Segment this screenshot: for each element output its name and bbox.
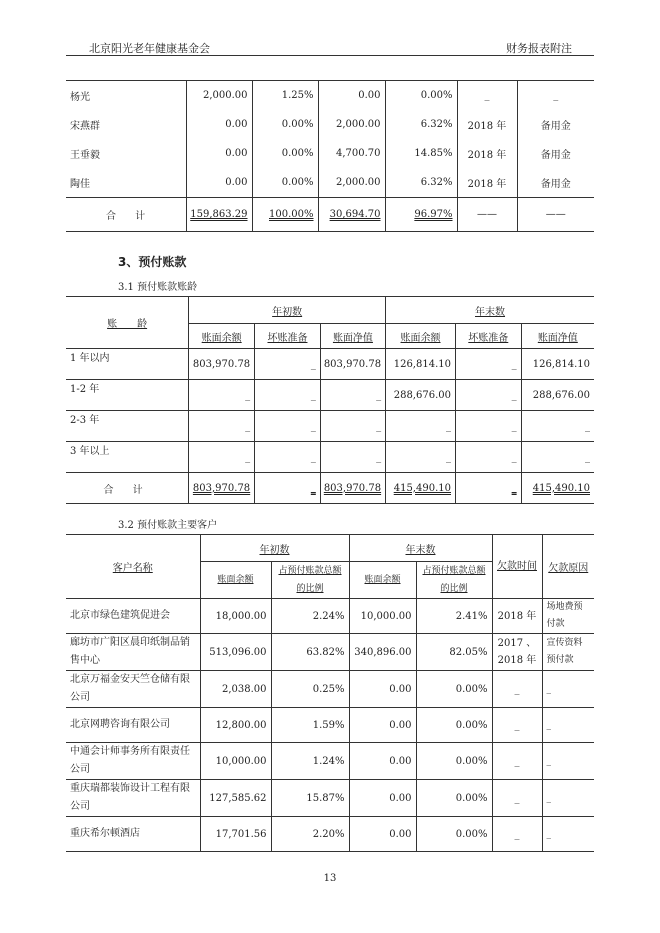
total-cell-text: 803,970.78 (192, 482, 251, 494)
cell: 0.00% (416, 671, 492, 708)
cell: 重庆希尔顿酒店 (66, 817, 200, 852)
cell: 4,700.70 (318, 139, 385, 168)
cell: _ (320, 380, 385, 411)
table-row (66, 634, 594, 671)
sub-col-header-text: 账面净值 (537, 332, 578, 344)
table-row (66, 780, 594, 817)
sub-col-header-text: 账面余额 (400, 332, 441, 344)
cell: 廊坊市广阳区晨印纸制品销售中心 (66, 634, 200, 671)
total-cell (318, 198, 385, 232)
cell: 126,814.10 (521, 349, 594, 380)
table-row (66, 168, 594, 198)
group-begin-header: 年初数 (189, 297, 386, 324)
cell: _ (492, 671, 542, 708)
cell: 0.25% (271, 671, 349, 708)
sub-col-header-text: 账面余额 (201, 332, 242, 344)
table-row (66, 708, 594, 743)
cell: _ (189, 442, 255, 473)
cell: 宣传资料预付款 (542, 634, 594, 671)
total-cell-text: 415,490.10 (532, 482, 590, 494)
total-cell (186, 198, 252, 232)
prepayment-aging-table (66, 296, 594, 504)
cell: _ (492, 743, 542, 780)
cell: _ (320, 442, 385, 473)
cell: 3 年以上 (66, 442, 189, 473)
sub-col-header (200, 562, 271, 599)
cell: _ (492, 817, 542, 852)
table-row (66, 349, 594, 380)
cell: _ (255, 442, 321, 473)
sub-col-header-text: 账面余额 (217, 575, 254, 585)
group-begin-header: 年初数 (200, 535, 349, 562)
cell: 288,676.00 (386, 380, 456, 411)
cell: 0.00 (349, 671, 416, 708)
cell: _ (386, 411, 456, 442)
cell: 北京市绿色建筑促进会 (66, 599, 200, 634)
cell: 15.87% (271, 780, 349, 817)
table-row (66, 110, 594, 139)
total-cell (189, 473, 255, 504)
cell: 2,000.00 (318, 110, 385, 139)
cell: 0.00 (349, 817, 416, 852)
cell: 12,800.00 (200, 708, 271, 743)
total-cell (320, 473, 385, 504)
cell: _ (521, 442, 594, 473)
group-end-header: 年末数 (386, 297, 594, 324)
cell: 2,000.00 (318, 168, 385, 198)
table-row (66, 411, 594, 442)
cell: _ (542, 817, 594, 852)
cell: 2018 年 (457, 110, 517, 139)
sub-col-header (386, 324, 456, 349)
sub-col-header-text: 坏账准备 (468, 332, 509, 344)
cell: 127,585.62 (200, 780, 271, 817)
cell: 2,000.00 (186, 81, 252, 111)
cell: 1.24% (271, 743, 349, 780)
col-time-header: 欠款时间 (492, 535, 542, 599)
cell: 场地费预付款 (542, 599, 594, 634)
table-row (66, 81, 594, 111)
total-label: 合 计 (66, 473, 189, 504)
cell: 803,970.78 (189, 349, 255, 380)
table-row (66, 380, 594, 411)
total-cell (386, 473, 456, 504)
sub-col-header-text: 账面余额 (364, 575, 401, 585)
total-cell (455, 473, 521, 504)
total-cell (252, 198, 318, 232)
cell: 备用金 (517, 110, 594, 139)
cell: 6.32% (385, 168, 457, 198)
cell: 2018 年 (492, 599, 542, 634)
cell: 0.00 (349, 708, 416, 743)
cell: _ (457, 81, 517, 111)
total-cell (255, 473, 321, 504)
sub-col-header-text: 占预付账款总额的比例 (422, 566, 486, 594)
cell: 北京网聘咨询有限公司 (66, 708, 200, 743)
cell: 备用金 (517, 139, 594, 168)
subsection-aging-title: 3.1 预付账款账龄 (118, 282, 198, 293)
cell: 宋燕群 (66, 110, 186, 139)
cell: 0.00% (252, 139, 318, 168)
sub-col-header-text: 占预付账款总额的比例 (278, 566, 342, 594)
cell: 14.85% (385, 139, 457, 168)
header-divider (66, 55, 594, 56)
total-cell-text: 30,694.70 (329, 209, 381, 220)
cell: _ (386, 442, 456, 473)
cell: _ (189, 380, 255, 411)
cell: _ (455, 411, 521, 442)
cell: 0.00 (349, 780, 416, 817)
cell: 2.24% (271, 599, 349, 634)
cell: 0.00% (252, 168, 318, 198)
cell: 288,676.00 (521, 380, 594, 411)
cell: 18,000.00 (200, 599, 271, 634)
cell: 北京万福金安天竺仓储有限公司 (66, 671, 200, 708)
cell: 0.00 (186, 139, 252, 168)
cell: _ (542, 708, 594, 743)
cell: 1.59% (271, 708, 349, 743)
cell: 10,000.00 (200, 743, 271, 780)
cell: 513,096.00 (200, 634, 271, 671)
cell: 0.00 (318, 81, 385, 111)
sub-col-header (455, 324, 521, 349)
table-row (66, 599, 594, 634)
cell: 0.00% (416, 743, 492, 780)
cell: _ (255, 349, 321, 380)
sub-col-header (521, 324, 594, 349)
cell: 82.05% (416, 634, 492, 671)
cell: _ (189, 411, 255, 442)
col-aging-header: 账 龄 (66, 297, 189, 349)
cell: _ (521, 411, 594, 442)
section-title: 3、预付账款 (118, 255, 187, 269)
cell: 备用金 (517, 168, 594, 198)
cell: 17,701.56 (200, 817, 271, 852)
cell: 1 年以内 (66, 349, 189, 380)
header-org: 北京阳光老年健康基金会 (89, 42, 210, 55)
header-doc: 财务报表附注 (506, 42, 572, 55)
cell: 杨光 (66, 81, 186, 111)
cell: 0.00 (349, 743, 416, 780)
cell: 王垂毅 (66, 139, 186, 168)
total-cell-text: _ (310, 482, 316, 494)
prepayment-customers-table (66, 534, 594, 852)
cell: 2017 、2018 年 (492, 634, 542, 671)
total-cell-text: 159,863.29 (190, 209, 248, 220)
cell: 中通会计师事务所有限责任公司 (66, 743, 200, 780)
sub-col-header-text: 坏账准备 (267, 332, 308, 344)
subsection-customers-title: 3.2 预付账款主要客户 (118, 520, 218, 531)
sub-col-header (416, 562, 492, 599)
col-customer-header: 客户名称 (66, 535, 200, 599)
total-cell-text: 803,970.78 (323, 482, 382, 494)
cell: 10,000.00 (349, 599, 416, 634)
cell: 陶佳 (66, 168, 186, 198)
sub-col-header-text: 账面净值 (332, 332, 373, 344)
sub-col-header (271, 562, 349, 599)
cell: _ (255, 411, 321, 442)
cell: 6.32% (385, 110, 457, 139)
cell: _ (320, 411, 385, 442)
total-cell: —— (517, 198, 594, 232)
cell: _ (542, 780, 594, 817)
cell: 1.25% (252, 81, 318, 111)
cell: _ (455, 349, 521, 380)
other-receivables-table (66, 80, 594, 232)
cell: _ (455, 380, 521, 411)
cell: _ (492, 708, 542, 743)
cell: 2.41% (416, 599, 492, 634)
cell: _ (455, 442, 521, 473)
total-row (66, 473, 594, 504)
cell: _ (492, 780, 542, 817)
cell: 0.00% (252, 110, 318, 139)
total-cell-text: 100.00% (269, 209, 314, 220)
sub-col-header (255, 324, 321, 349)
total-cell-text: _ (511, 482, 517, 494)
cell: 803,970.78 (320, 349, 385, 380)
table-row (66, 671, 594, 708)
total-cell-text: 96.97% (414, 209, 453, 220)
cell: 2-3 年 (66, 411, 189, 442)
page-number: 13 (323, 873, 337, 884)
sub-col-header (320, 324, 385, 349)
table-row (66, 743, 594, 780)
cell: 63.82% (271, 634, 349, 671)
total-row (66, 198, 594, 232)
col-reason-header: 欠款原因 (542, 535, 594, 599)
table-row (66, 817, 594, 852)
table-row (66, 139, 594, 168)
cell: 0.00% (416, 817, 492, 852)
total-cell (521, 473, 594, 504)
table-row (66, 442, 594, 473)
cell: _ (542, 671, 594, 708)
cell: 0.00% (416, 708, 492, 743)
cell: 126,814.10 (386, 349, 456, 380)
group-end-header: 年末数 (349, 535, 492, 562)
cell: _ (517, 81, 594, 111)
sub-col-header (189, 324, 255, 349)
cell: 0.00 (186, 110, 252, 139)
cell: 1-2 年 (66, 380, 189, 411)
cell: 2,038.00 (200, 671, 271, 708)
cell: 340,896.00 (349, 634, 416, 671)
cell: 2018 年 (457, 168, 517, 198)
total-cell-text: 415,490.10 (393, 482, 451, 494)
cell: 0.00% (416, 780, 492, 817)
cell: 2.20% (271, 817, 349, 852)
sub-col-header (349, 562, 416, 599)
cell: 0.00% (385, 81, 457, 111)
total-cell: —— (457, 198, 517, 232)
total-cell (385, 198, 457, 232)
cell: 0.00 (186, 168, 252, 198)
cell: 2018 年 (457, 139, 517, 168)
cell: _ (542, 743, 594, 780)
cell: 重庆瑞都装饰设计工程有限公司 (66, 780, 200, 817)
cell: _ (255, 380, 321, 411)
total-label: 合 计 (66, 198, 186, 232)
